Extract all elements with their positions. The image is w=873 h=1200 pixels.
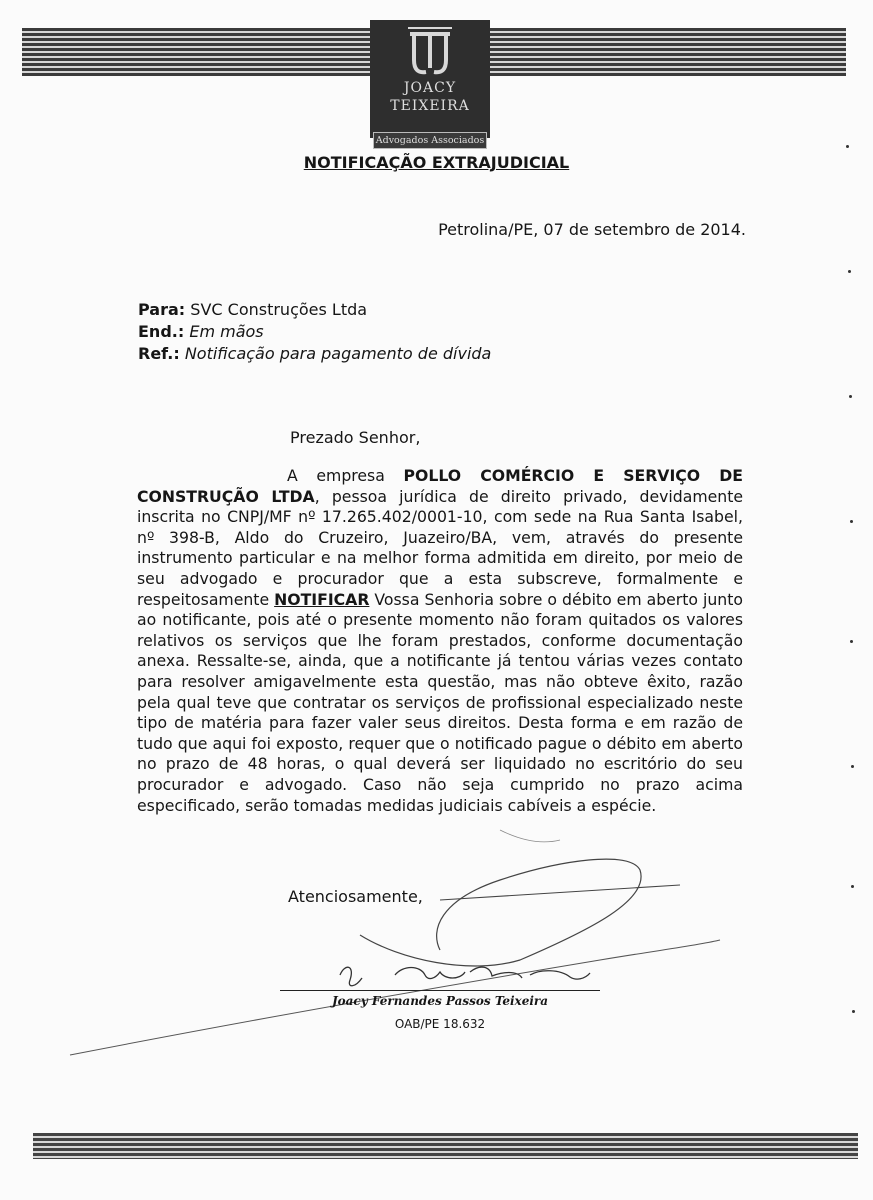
- logo-name-last: TEIXEIRA: [390, 98, 470, 114]
- logo-name-first: JOACY: [403, 80, 457, 96]
- scan-speck: [851, 885, 854, 888]
- scan-speck: [850, 640, 853, 643]
- document-title: NOTIFICAÇÃO EXTRAJUDICIAL: [303, 153, 570, 172]
- scan-speck: [846, 145, 849, 148]
- scan-speck: [851, 765, 854, 768]
- company-name: POLLO COMÉRCIO E SERVIÇO DE CONSTRUÇÃO LTDA: [137, 466, 744, 506]
- footer-stripes: [33, 1133, 858, 1159]
- scan-speck: [848, 270, 851, 273]
- signatory-name: Joacy Fernandes Passos Teixeira: [331, 994, 549, 1008]
- body-text-1: A empresa: [287, 466, 404, 485]
- greeting: Prezado Senhor,: [290, 428, 421, 447]
- reference-label: Ref.:: [138, 344, 180, 363]
- address-value: Em mãos: [189, 322, 264, 341]
- address-label: End.:: [138, 322, 185, 341]
- notify-keyword: NOTIFICAR: [274, 589, 370, 609]
- logo-tagline: Advogados Associados: [373, 132, 487, 149]
- reference-value: Notificação para pagamento de dívida: [184, 344, 492, 363]
- scan-speck: [849, 395, 852, 398]
- signature-line: [280, 990, 600, 991]
- oab-number: OAB/PE 18.632: [394, 1017, 486, 1031]
- body-text-3: Vossa Senhoria sobre o débito em aberto junto ao notificante, pois até o presente momento não foram quitados os valores relativos os serviços que lhe foram prestados, conforme documentação anexa. Ressalte-se, ainda, que a notificante já tentou várias vezes contato para resolver amigavelmente esta questão, mas não obteve êxito, razão pela qual teve que contratar os serviços de profissional especializado neste tipo de matéria para fazer valer seus direitos. Desta forma e em razão de tudo que aqui foi exposto, requer que o notificado pague o débito em aberto no prazo de 48 horas, o qual deverá ser liquidado no escritório do seu procurador e advogado. Caso não seja cumprido no prazo acima especificado, serão tomadas medidas judiciais cabíveis a espécie.: [137, 589, 743, 815]
- scan-speck: [852, 1010, 855, 1013]
- closing: Atenciosamente,: [288, 887, 423, 906]
- body-text-2: , pessoa jurídica de direito privado, devidamente inscrita no CNPJ/MF nº 17.265.402/0001-10, com sede na Rua Santa Isabel, nº 398-B, Aldo do Cruzeiro, Juazeiro/BA, vem, através do presente instrumento particular e na melhor forma admitida em direito, por meio de seu advogado e procurador que a esta subscreve, formalmente e respeitosamente: [137, 486, 743, 609]
- scan-speck: [850, 520, 853, 523]
- date-line: Petrolina/PE, 07 de setembro de 2014.: [438, 220, 746, 239]
- recipient-value: SVC Construções Ltda: [190, 300, 368, 319]
- recipient-label: Para:: [138, 300, 186, 319]
